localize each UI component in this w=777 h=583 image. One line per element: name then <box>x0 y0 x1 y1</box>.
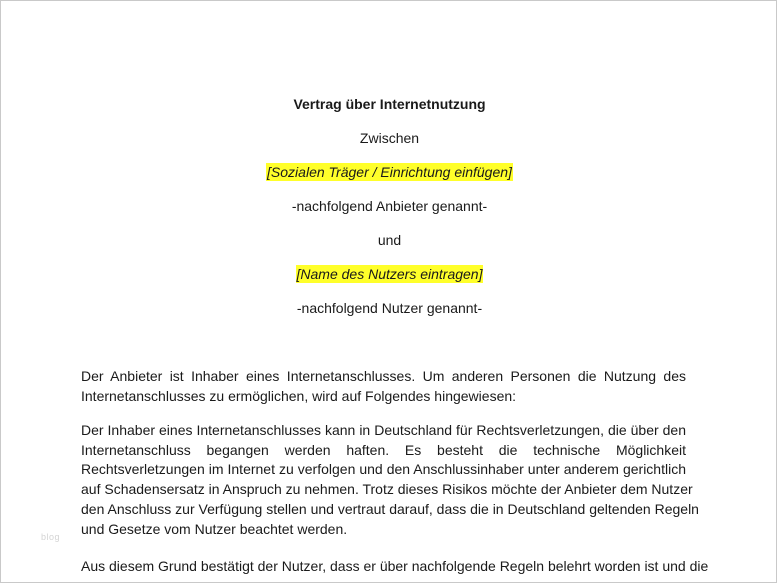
paragraph-line: Rechtsverletzungen im Internet zu verfolgen und den Anschlussinhaber unter anderem gerichtlich <box>81 461 686 478</box>
paragraph-line: Internetanschluss begangen werden haften. Es besteht die technische Möglichkeit <box>81 441 686 458</box>
paragraph-intro <box>81 367 686 406</box>
paragraph-line: Internetanschlusses zu ermöglichen, wird auf Folgendes hingewiesen: <box>81 387 517 404</box>
paragraph-line: den Anschluss zur Verfügung stellen und vertraut darauf, dass die in Deutschland geltenden Regeln <box>81 500 699 517</box>
watermark-text: blog <box>41 532 61 542</box>
paragraph-line: Der Anbieter ist Inhaber eines Internetanschlusses. Um anderen Personen die Nutzung des <box>81 368 686 384</box>
user-placeholder[interactable]: [Name des Nutzers eintragen] <box>296 266 483 282</box>
paragraph-line: Aus diesem Grund bestätigt der Nutzer, dass er über nachfolgende Regeln belehrt worden ist und die <box>81 558 709 574</box>
provider-note: -nachfolgend Anbieter genannt- <box>291 198 488 214</box>
paragraph-line: Der Inhaber eines Internetanschlusses kann in Deutschland für Rechtsverletzungen, die über den <box>81 422 686 438</box>
paragraph-line: auf Schadensersatz in Anspruch zu nehmen. Trotz dieses Risikos möchte der Anbieter dem Nutzer <box>81 481 693 498</box>
between-label: Zwischen <box>359 130 420 146</box>
provider-line <box>1 163 777 181</box>
paragraph-line: und Gesetze vom Nutzer beachtet werden. <box>81 520 348 537</box>
provider-placeholder[interactable]: [Sozialen Träger / Einrichtung einfügen] <box>267 164 512 180</box>
user-note: -nachfolgend Nutzer genannt- <box>296 300 483 316</box>
document-title: Vertrag über Internetnutzung <box>293 96 486 112</box>
paragraph-liability <box>81 421 699 539</box>
paragraph-confirmation <box>81 557 709 577</box>
and-label: und <box>377 232 402 248</box>
user-line <box>1 265 777 283</box>
